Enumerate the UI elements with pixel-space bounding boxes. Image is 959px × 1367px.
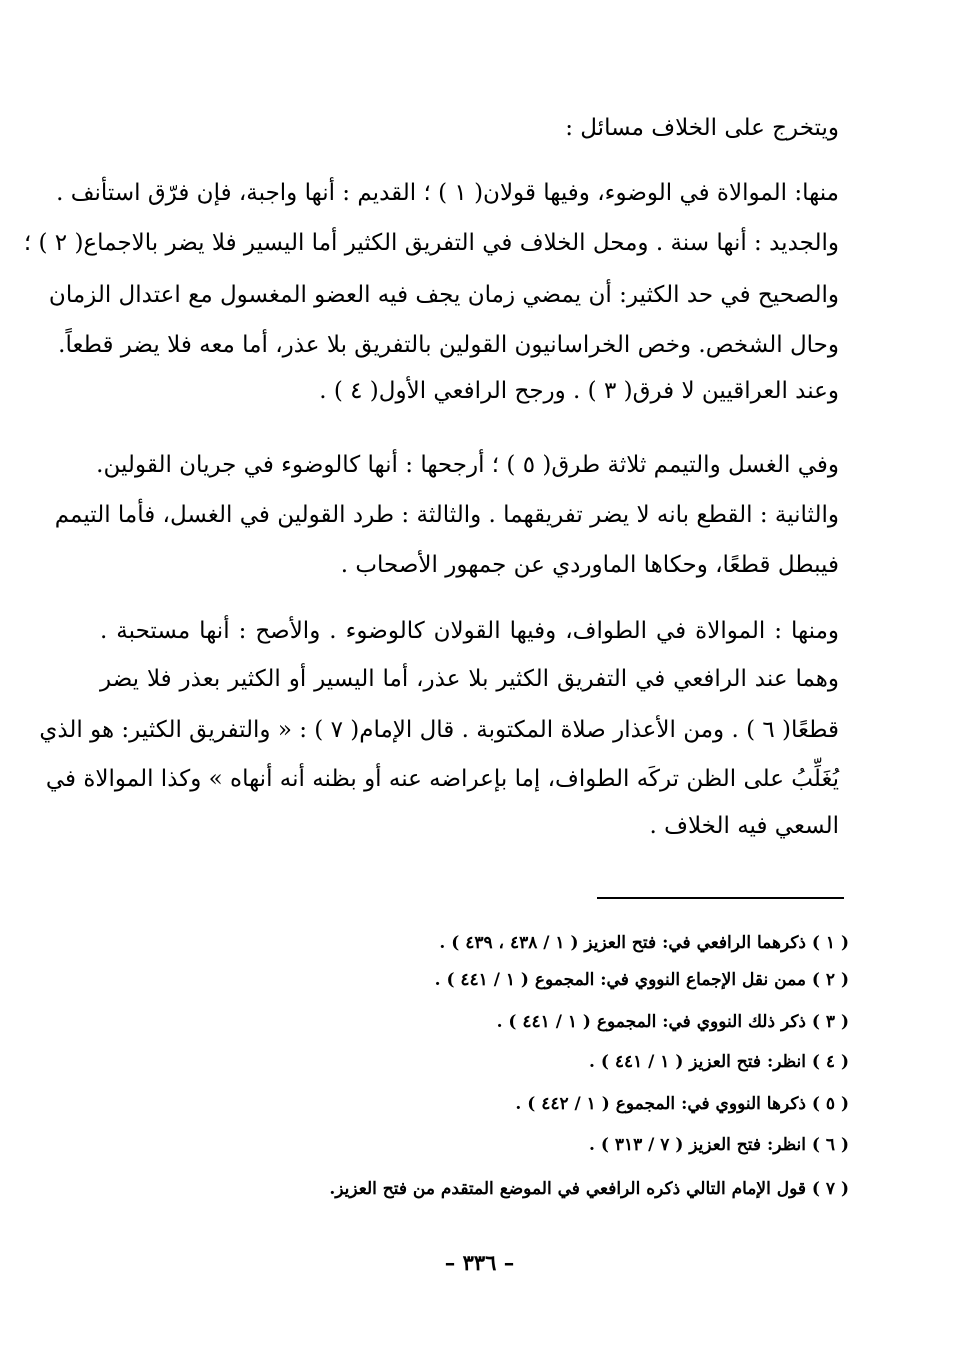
footnote-3: ( ٣ ) ذكر ذلك النووي في: المجموع ( ١ / ٤٤١ ) . [496, 1012, 849, 1032]
body-line-3: والصحيح في حد الكثير: أن يمضي زمان يجف فيه العضو المغسول مع اعتدال الزمان [48, 282, 839, 308]
footnote-separator [597, 897, 844, 899]
footnote-7: ( ٧ ) قول الإمام التالي ذكره الرافعي في الموضع المتقدم من فتح العزيز. [329, 1179, 849, 1199]
body-line-7: والثانية : القطع بانه لا يضر تفريقهما . والثالثة : طرد القولين في الغسل، فأما التيمم [54, 502, 839, 528]
footnote-5: ( ٥ ) ذكرها النووي في: المجموع ( ١ / ٤٤٢ ) . [515, 1094, 849, 1114]
body-line-9: ومنها : الموالاة في الطواف، وفيها القولان كالوضوء . والأصح : أنها مستحبة . [100, 618, 839, 644]
footnote-4: ( ٤ ) انظر: فتح العزيز ( ١ / ٤٤١ ) . [589, 1052, 849, 1072]
body-line-13: السعي فيه الخلاف . [649, 813, 839, 839]
body-line-8: فيبطل قطعًا، وحكاها الماوردي عن جمهور الأصحاب . [340, 552, 839, 578]
footnote-6: ( ٦ ) انظر: فتح العزيز ( ٧ / ٣١٣ ) . [589, 1135, 849, 1155]
body-line-1: منها: الموالاة في الوضوء، وفيها قولان( ١ ) ؛ القديم : أنها واجبة، فإن فرّق استأنف . [56, 180, 839, 206]
body-line-2: والجديد : أنها سنة . ومحل الخلاف في التفريق الكثير أما اليسير فلا يضر بالاجماع( ٢ ) ؛ [23, 230, 839, 256]
body-line-12: يُغَلِّبُ على الظن تركَه الطواف، إما بإعراضه عنه أو بظنه أنه أنهاه » وكذا الموالاة في [45, 766, 839, 792]
page-number: – ٣٣٦ – [444, 1250, 515, 1275]
footnote-2: ( ٢ ) ممن نقل الإجماع النووي في: المجموع ( ١ / ٤٤١ ) . [434, 970, 849, 990]
body-line-6: وفي الغسل والتيمم ثلاثة طرق( ٥ ) ؛ أرجحها : أنها كالوضوء في جريان القولين. [96, 452, 839, 478]
body-line-10: وهما عند الرافعي في التفريق الكثير بلا عذر، أما اليسير أو الكثير بعذر فلا يضر [100, 666, 839, 692]
body-line-5: وعند العراقيين لا فرق( ٣ ) . ورجح الرافعي الأول( ٤ ) . [319, 378, 839, 404]
intro-line: ويتخرج على الخلاف مسائل : [565, 115, 839, 141]
body-line-11: قطعًا( ٦ ) . ومن الأعذار صلاة المكتوبة . قال الإمام( ٧ ) : « والتفريق الكثير: هو الذي [39, 717, 839, 743]
body-line-4: وحال الشخص. وخص الخراسانيون القولين بالتفريق بلا عذر، أما معه فلا يضر قطعاً. [58, 332, 839, 358]
footnote-1: ( ١ ) ذكرهما الرافعي في: فتح العزيز ( ١ / ٤٣٨ ، ٤٣٩ ) . [439, 933, 849, 953]
